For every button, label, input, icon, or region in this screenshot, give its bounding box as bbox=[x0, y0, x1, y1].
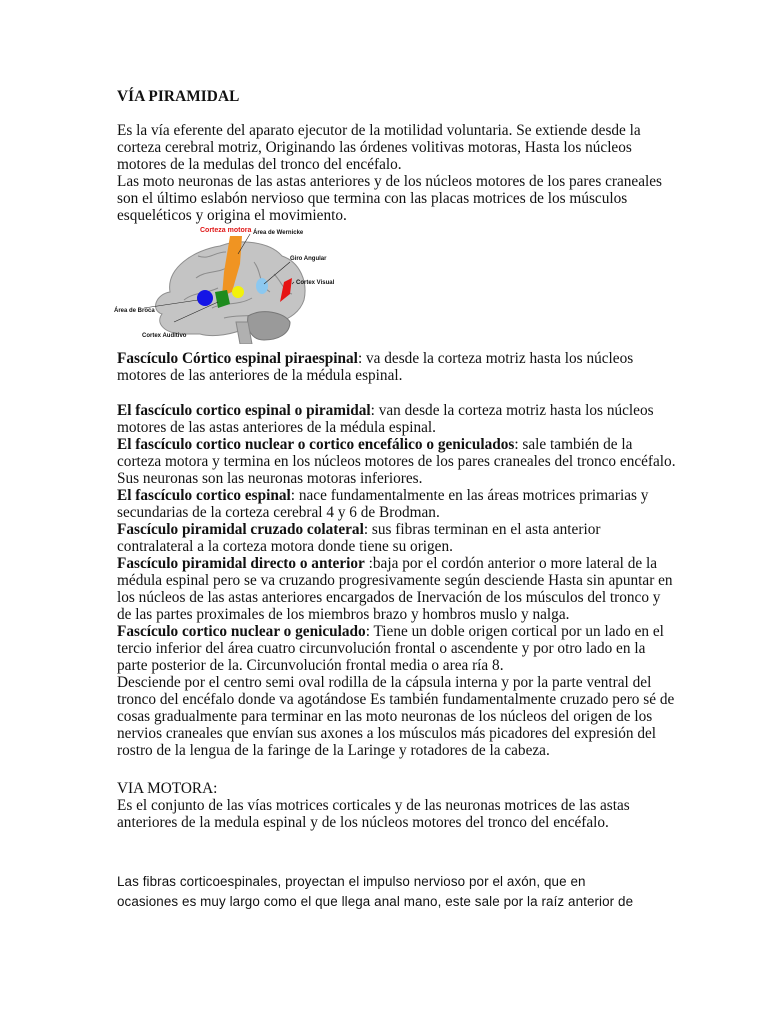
broca-area bbox=[197, 290, 213, 306]
section-1-text: : va desde la corteza motriz hasta los núcleos motores de las anteriores de la médula espinal. bbox=[117, 350, 634, 384]
brain-diagram bbox=[114, 222, 346, 344]
fasciculus-text: : nace fundamentalmente en las áreas motrices primarias y secundarias de la corteza cerebral 4 y 6 de Brodman. bbox=[117, 487, 649, 521]
intro-paragraph-1: Es la vía eferente del aparato ejecutor de la motilidad voluntaria. Se extiende desde la corteza cerebral motriz, Originando las órdenes volitivas motoras, Hasta los núcleos motores de la medulas del tronco del encéfalo. bbox=[117, 122, 641, 173]
fasciculus-term: El fascículo cortico espinal o piramidal bbox=[117, 402, 371, 419]
intro-paragraph-2: Las moto neuronas de las astas anteriores y de los núcleos motores de los pares craneales son el último eslabón nervioso que termina con las placas motrices de los músculos esqueléticos y origina el movimiento. bbox=[117, 173, 662, 224]
label-visual-cortex: Cortex Visual bbox=[296, 280, 335, 286]
section-1-paragraph bbox=[117, 350, 677, 384]
wernicke-area bbox=[232, 286, 244, 298]
fasciculus-term: Fascículo piramidal directo o anterior bbox=[117, 555, 365, 572]
section-1-term: Fascículo Córtico espinal piraespinal bbox=[117, 350, 358, 367]
intro-section bbox=[117, 122, 677, 224]
section-4-text: Las fibras corticoespinales, proyectan el impulso nervioso por el axón, que en ocasiones es muy largo como el que llega anal mano, este sale por la raíz anterior de bbox=[117, 874, 634, 909]
label-angular-gyrus: Giro Angular bbox=[290, 256, 327, 262]
section-3-heading: VIA MOTORA: bbox=[117, 780, 218, 797]
document-title: VÍA PIRAMIDAL bbox=[117, 88, 240, 105]
fasciculus-paragraph bbox=[117, 521, 677, 555]
fasciculus-paragraph bbox=[117, 436, 677, 487]
fasciculus-term: Fascículo piramidal cruzado colateral bbox=[117, 521, 364, 538]
section-3 bbox=[117, 780, 677, 831]
label-auditory-cortex: Cortex Auditivo bbox=[142, 333, 187, 339]
fasciculus-text: : sus fibras terminan en el asta anterior contralateral a la corteza motora donde tiene su origen. bbox=[117, 521, 601, 555]
section-4 bbox=[117, 872, 647, 912]
label-motor-cortex: Corteza motora bbox=[200, 227, 252, 234]
section-2-tail: Desciende por el centro semi oval rodilla de la cápsula interna y por la parte ventral del tronco del encéfalo donde va agotándose Es también fundamentalmente cruzado pero sé de cosas gradualmente para terminar en las moto neuronas de los núcleos del origen de los nervios craneales que envían sus axones a los músculos más picadores del expresión del rostro de la lengua de la faringe de la Laringe y rotadores de la cabeza. bbox=[117, 674, 675, 759]
fasciculus-text: : Tiene un doble origen cortical por un lado en el tercio inferior del área cuatro circunvolución frontal o ascendente y por otro lado en la parte posterior de la. Circunvolución frontal media o area ría 8. bbox=[117, 623, 664, 674]
section-3-text: Es el conjunto de las vías motrices corticales y de las neuronas motrices de las astas anteriores de la medula espinal y de los núcleos motores del tronco del encéfalo. bbox=[117, 797, 630, 831]
fasciculus-term: El fascículo cortico espinal bbox=[117, 487, 291, 504]
fasciculus-term: Fascículo cortico nuclear o geniculado bbox=[117, 623, 366, 640]
cerebellum bbox=[248, 312, 290, 340]
section-1 bbox=[117, 350, 677, 384]
fasciculus-paragraph bbox=[117, 623, 677, 674]
label-broca: Área de Broca bbox=[114, 308, 155, 314]
fasciculus-text: :baja por el cordón anterior o more lateral de la médula espinal pero se va cruzando progresivamente según desciende Hasta sin apuntar en los núcleos de las astas anteriores encargados de Inervación de los músculos del tronco y de las partes proximales de los miembros brazo y hombros muslo y nalga. bbox=[117, 555, 673, 623]
section-2 bbox=[117, 402, 677, 759]
label-wernicke: Área de Wernicke bbox=[253, 230, 304, 236]
fasciculus-paragraph bbox=[117, 487, 677, 521]
fasciculus-paragraph bbox=[117, 555, 677, 623]
fasciculus-term: El fascículo cortico nuclear o cortico encefálico o geniculados bbox=[117, 436, 515, 453]
fasciculus-paragraph bbox=[117, 402, 677, 436]
fasciculus-text: : van desde la corteza motriz hasta los núcleos motores de las astas anteriores de la médula espinal. bbox=[117, 402, 654, 436]
angular-gyrus-area bbox=[256, 278, 268, 294]
fasciculus-text: : sale también de la corteza motora y termina en los núcleos motores de los pares craneales del tronco encéfalo. Sus neuronas son las neuronas motoras inferiores. bbox=[117, 436, 676, 487]
